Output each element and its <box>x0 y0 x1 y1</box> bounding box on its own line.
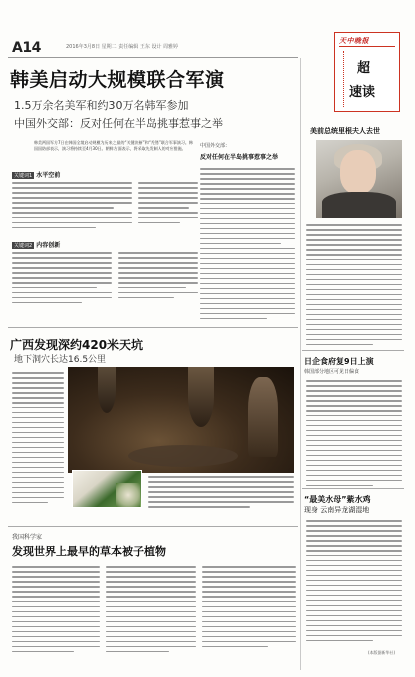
side-body <box>200 168 295 323</box>
sinkhole-inset-photo-2 <box>116 483 140 507</box>
bottom-headline: 发现世界上最早的草本被子植物 <box>12 545 166 558</box>
bottom-kicker: 我国科学家 <box>12 534 43 541</box>
section-2-title: 内容创新 <box>36 242 61 249</box>
brand-dotted-line <box>343 51 346 107</box>
stalactite-2 <box>188 367 214 427</box>
right-story-1-title: 美前总统里根夫人去世 <box>310 127 380 135</box>
right-story-3-title: “最美水母”紫水鸡 <box>304 495 371 504</box>
section-2-body <box>12 252 112 307</box>
bottom-body-col3 <box>202 566 296 651</box>
brand-word-2: 速读 <box>349 85 376 100</box>
lead-headline: 韩美启动大规模联合军演 <box>10 69 225 91</box>
cave-body <box>12 372 64 507</box>
stalagmite <box>248 377 278 457</box>
section-1-label <box>12 170 60 179</box>
column-rule <box>300 58 301 670</box>
cave-caption-body <box>148 476 294 511</box>
lead-subhead-1: 1.5万余名美军和约30万名韩军参加 <box>14 99 189 112</box>
section-1-tag: 关键词1 <box>14 173 33 179</box>
brand-word-1: 超 <box>357 61 371 76</box>
lead-subhead-2: 中国外交部：反对任何在半岛挑事惹事之举 <box>14 117 223 130</box>
section-2-body-col2 <box>118 252 198 302</box>
right-divider-2 <box>302 488 404 489</box>
story-divider-2 <box>8 526 298 527</box>
bottom-body-col2 <box>106 566 196 656</box>
right-story-2-subtitle: 韩国部分地区可见日偏食 <box>304 369 360 375</box>
page-number: A14 <box>12 40 41 56</box>
section-2-label <box>12 240 60 249</box>
portrait-photo <box>316 140 402 218</box>
cave-subhead: 地下洞穴长达16.5公里 <box>14 355 107 365</box>
portrait-coat <box>322 192 396 218</box>
brand-box <box>334 32 400 112</box>
portrait-face <box>340 150 376 194</box>
story-divider-1 <box>8 327 298 328</box>
section-1-body-col2 <box>138 182 198 227</box>
page-header <box>8 40 298 54</box>
section-2-tag: 关键词2 <box>14 243 33 249</box>
section-1-body <box>12 182 132 232</box>
brand-logo: 天中晚报 <box>339 37 369 45</box>
header-rule <box>8 57 298 58</box>
section-1-title: 水平空前 <box>36 172 61 179</box>
right-story-3-body <box>306 520 402 645</box>
bottom-body-col1 <box>12 566 100 656</box>
side-title: 反对任何在半岛挑事惹事之举 <box>200 154 279 161</box>
brand-rule <box>339 46 395 47</box>
right-story-2-body <box>306 380 402 490</box>
cave-photo <box>68 367 294 473</box>
right-story-2-title: 日企食府复9日上演 <box>304 357 374 366</box>
cave-headline: 广西发现深约420米天坑 <box>10 338 144 352</box>
side-headline <box>200 142 300 161</box>
lead-paragraph-text: 韩美两国军方7日在韩国全境启动规模为历来之最的“关键决断”和“秃鹫”联合军事演习。韩国国防部表示，演习将持续至4月30日。朝鲜方面表示，将采取先发制人的对应措施。 <box>34 140 193 151</box>
right-story-1-body <box>306 224 402 349</box>
stalactite-1 <box>98 367 116 413</box>
right-divider-1 <box>302 350 404 351</box>
side-kicker: 中国外交部： <box>200 143 231 149</box>
lead-paragraph <box>34 140 194 164</box>
right-story-3-subtitle: 现身 云南异龙湖湿地 <box>304 506 370 514</box>
cave-pool <box>128 445 238 467</box>
page-credit: (本版据新华社) <box>368 650 396 655</box>
header-meta: 2016年3月8日 星期二 责任编辑 王东 设计 周雅婷 <box>66 44 179 50</box>
